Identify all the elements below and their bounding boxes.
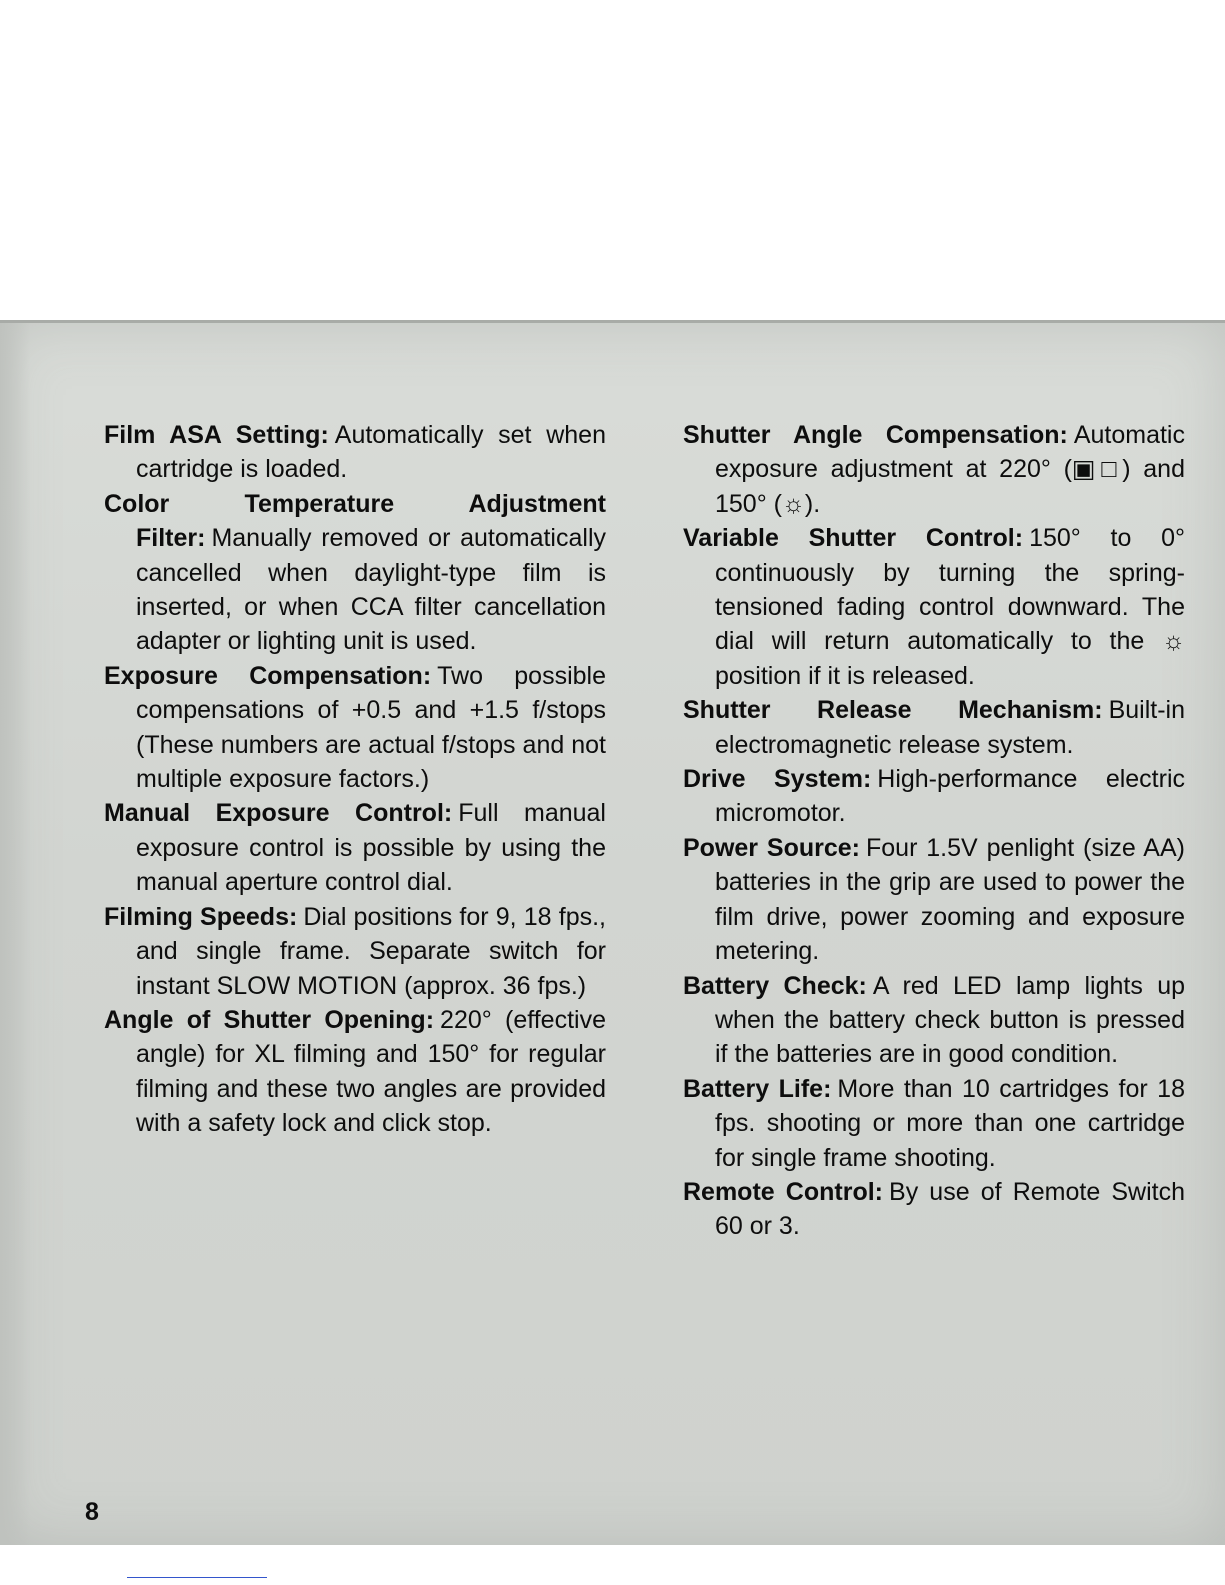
spec-term: Power Source: xyxy=(683,833,860,862)
page-number: 8 xyxy=(85,1498,99,1526)
spec-text: Manually removed or automatically cancelled when daylight-type film is inserted, or when CCA filter cancellation adapter or lighting unit is used. xyxy=(136,524,606,656)
spec-shutter-angle-compensation xyxy=(683,418,1185,521)
spec-term: Variable Shutter Control: xyxy=(683,524,1024,553)
spec-term: Shutter Release Mechanism: xyxy=(683,696,1103,725)
spec-battery-life xyxy=(683,1072,1185,1175)
spec-text: More than 10 cartridges for 18 fps. shooting or more than one cartridge for single frame shooting. xyxy=(715,1074,1185,1172)
spec-text: Full manual exposure control is possible by using the manual aperture control dial. xyxy=(136,799,606,897)
spec-text: Automatic exposure adjustment at 220° (▣□) and 150° (☼). xyxy=(715,421,1185,518)
spec-text: Two possible compensations of +0.5 and +1.5 f/stops (These numbers are actual f/stops and not multiple exposure factors.) xyxy=(136,661,606,794)
spec-term: Battery Life: xyxy=(683,1074,832,1103)
spec-angle-of-shutter-opening xyxy=(104,1003,606,1141)
spec-variable-shutter-control xyxy=(683,521,1185,693)
specs-column-right xyxy=(683,418,1185,1244)
spec-filming-speeds xyxy=(104,900,606,1003)
spec-shutter-release-mechanism xyxy=(683,693,1185,762)
specs-column-left xyxy=(104,418,606,1141)
spec-term: Film ASA Setting: xyxy=(104,421,329,449)
spec-power-source xyxy=(683,831,1185,969)
spec-term: Manual Exposure Control: xyxy=(104,799,453,828)
spec-text: A red LED lamp lights up when the battery check button is pressed if the batteries are in good condition. xyxy=(715,971,1185,1069)
spec-text: Dial positions for 9, 18 fps., and single frame. Separate switch for instant SLOW MOTION (approx. 36 fps.) xyxy=(136,902,606,1000)
spec-text: Built-in electromagnetic release system. xyxy=(715,696,1185,759)
spec-film-asa-setting xyxy=(104,418,606,487)
spec-text: 220° (effective angle) for XL filming and 150° for regular filming and these two angles are provided with a safety lock and click stop. xyxy=(136,1005,606,1138)
spec-term: Battery Check: xyxy=(683,971,867,1000)
bottom-link-underline xyxy=(127,1577,267,1578)
spec-exposure-compensation xyxy=(104,659,606,797)
spec-drive-system xyxy=(683,762,1185,831)
spec-term: Drive System: xyxy=(683,765,872,794)
spec-color-temperature-filter xyxy=(104,487,606,659)
spec-remote-control xyxy=(683,1175,1185,1244)
spec-term: Shutter Angle Compensation: xyxy=(683,421,1068,449)
manual-page xyxy=(0,320,1225,1545)
spec-text: 150° to 0° continuously by turning the spring-tensioned fading control downward. The dial will return automatically to the ☼ position if it is released. xyxy=(715,524,1185,690)
spec-term: Angle of Shutter Opening: xyxy=(104,1005,435,1034)
spec-manual-exposure-control xyxy=(104,796,606,899)
spec-text: High-performance electric micromotor. xyxy=(715,765,1185,828)
spec-term: Exposure Compensation: xyxy=(104,661,432,690)
spec-text: Four 1.5V penlight (size AA) batteries in the grip are used to power the film drive, power zooming and exposure metering. xyxy=(715,833,1185,966)
spec-text: Automatically set when cartridge is loaded. xyxy=(136,421,606,484)
spec-term: Remote Control: xyxy=(683,1177,884,1206)
spec-battery-check xyxy=(683,969,1185,1072)
spec-term: Color Temperature Adjustment Filter: xyxy=(104,489,606,553)
spec-text: By use of Remote Switch 60 or 3. xyxy=(715,1177,1186,1241)
spec-term: Filming Speeds: xyxy=(104,902,298,931)
